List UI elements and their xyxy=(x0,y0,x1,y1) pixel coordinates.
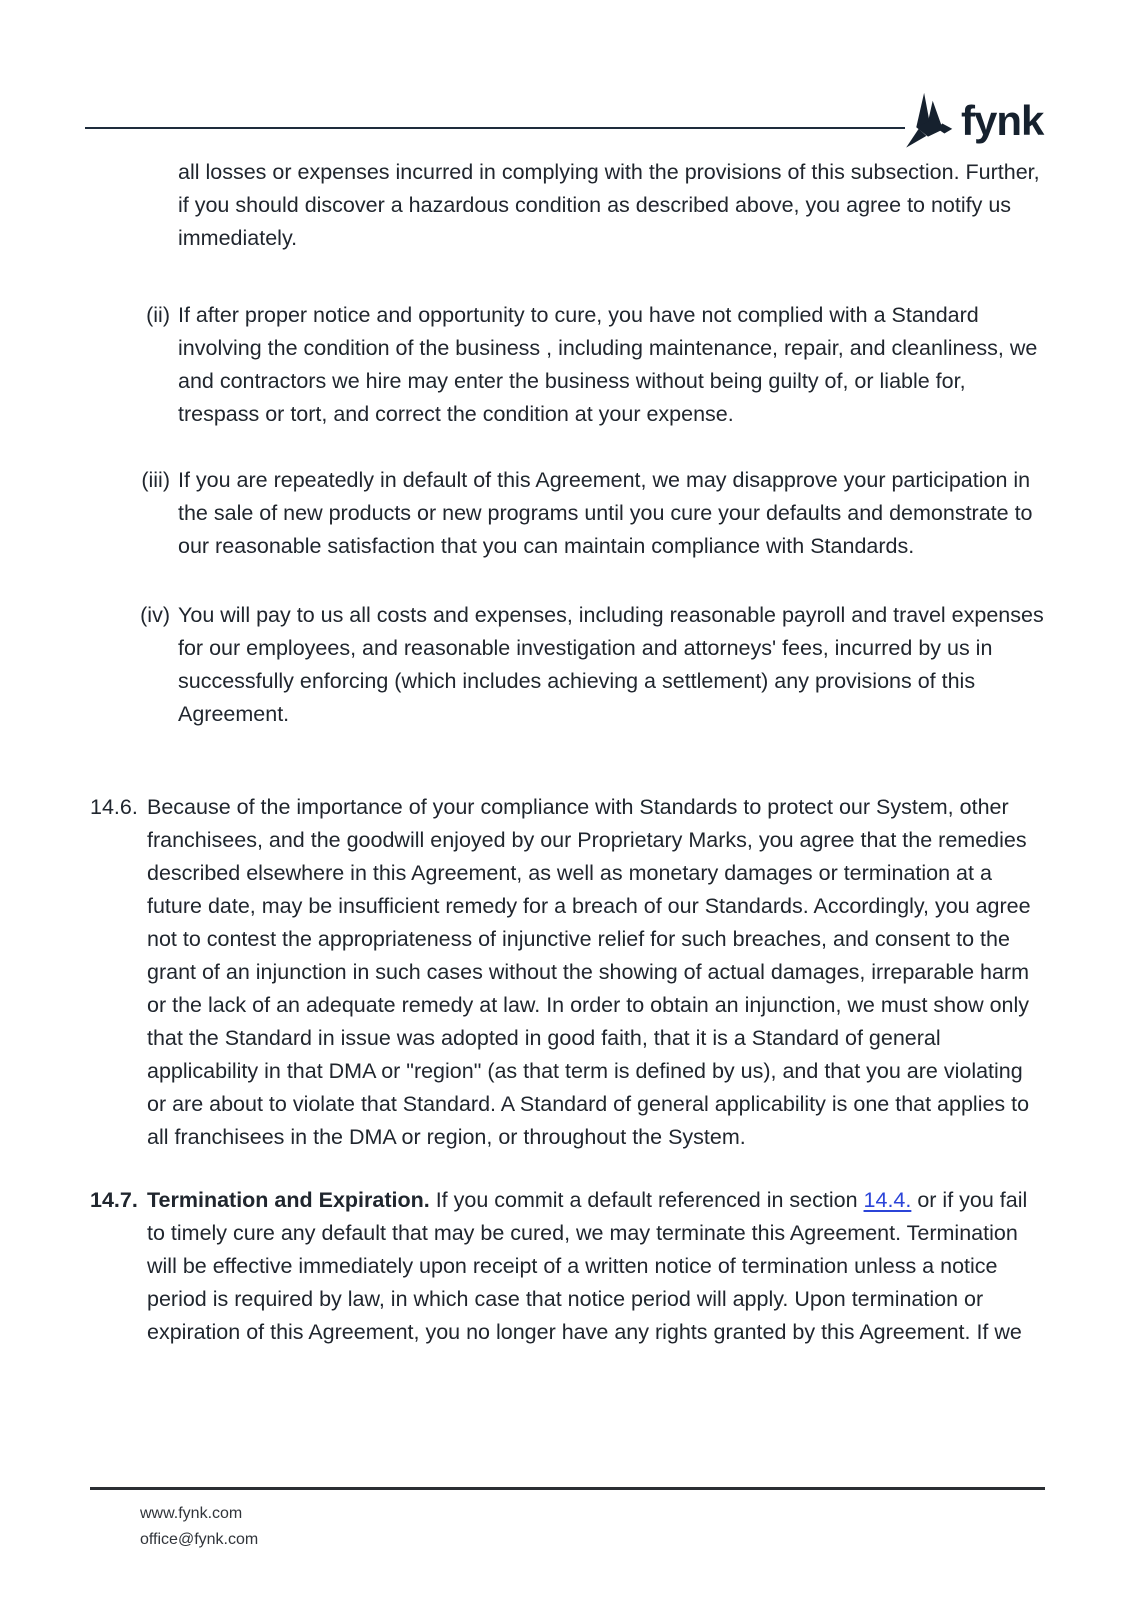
list-item-text: If you are repeatedly in default of this Agreement, we may disapprove your participation in the sale of new products or new programs until you cure your defaults and demonstrate to our reasonable satisfaction that you can maintain compliance with Standards. xyxy=(178,468,1033,558)
list-item-text: If after proper notice and opportunity to cure, you have not complied with a Standard involving the condition of the business , including maintenance, repair, and cleanliness, we and contractors we hire may enter the business without being guilty of, or liable for, trespass or tort, and correct the condition at your expense. xyxy=(178,303,1038,426)
origami-crane-icon xyxy=(903,92,953,150)
footer-rule xyxy=(90,1487,1045,1490)
footer-email: office@fynk.com xyxy=(140,1531,259,1548)
document-body xyxy=(90,156,1045,1349)
section-heading: Termination and Expiration. xyxy=(147,1188,430,1212)
fynk-logo xyxy=(903,92,1043,150)
continuation-paragraph: all losses or expenses incurred in complying with the provisions of this subsection. Further, if you should discover a hazardous condition as described above, you agree to notify us immediately. xyxy=(178,160,1040,250)
section-text: Because of the importance of your compliance with Standards to protect our System, other franchisees, and the goodwill enjoyed by our Proprietary Marks, you agree that the remedies described elsewhere in this Agreement, as well as monetary damages or termination at a future date, may be insufficient remedy for a breach of our Standards. Accordingly, you agree not to contest the appropriateness of injunctive relief for such breaches, and consent to the grant of an injunction in such cases without the showing of actual damages, irreparable harm or the lack of an adequate remedy at law. In order to obtain an injunction, we must show only that the Standard in issue was adopted in good faith, that it is a Standard of general applicability in that DMA or "region" (as that term is defined by us), and that you are violating or are about to violate that Standard. A Standard of general applicability is one that applies to all franchisees in the DMA or region, or throughout the System. xyxy=(147,795,1031,1149)
page-footer xyxy=(140,1501,258,1553)
list-item-iii xyxy=(90,464,1045,563)
section-text-after-link: or if you fail to timely cure any default that may be cured, we may terminate this Agreement. Termination will be effective immediately upon receipt of a written notice of termination unless a notice period is required by law, in which case that notice period will apply. Upon termination or expiration of this Agreement, you no longer have any rights granted by this Agreement. If we xyxy=(147,1188,1028,1344)
section-14-6 xyxy=(90,791,1045,1154)
list-item-text: You will pay to us all costs and expenses, including reasonable payroll and travel expenses for our employees, and reasonable investigation and attorneys' fees, incurred by us in successfully enforcing (which includes achieving a settlement) any provisions of this Agreement. xyxy=(178,603,1044,726)
section-number: 14.7. xyxy=(90,1188,138,1212)
footer-website: www.fynk.com xyxy=(140,1505,243,1522)
section-text-before-link: If you commit a default referenced in section xyxy=(429,1188,864,1212)
section-number: 14.6. xyxy=(90,795,138,819)
header-rule xyxy=(85,127,905,129)
list-marker: (iv) xyxy=(140,603,170,627)
list-item-iv xyxy=(90,599,1045,731)
list-marker: (ii) xyxy=(146,303,170,327)
list-marker: (iii) xyxy=(141,468,170,492)
section-14-4-link[interactable]: 14.4. xyxy=(863,1188,912,1212)
section-14-7 xyxy=(90,1184,1045,1349)
section-text xyxy=(147,1184,1045,1349)
list-item-ii xyxy=(90,299,1045,431)
fynk-logo-text: fynk xyxy=(961,97,1044,144)
